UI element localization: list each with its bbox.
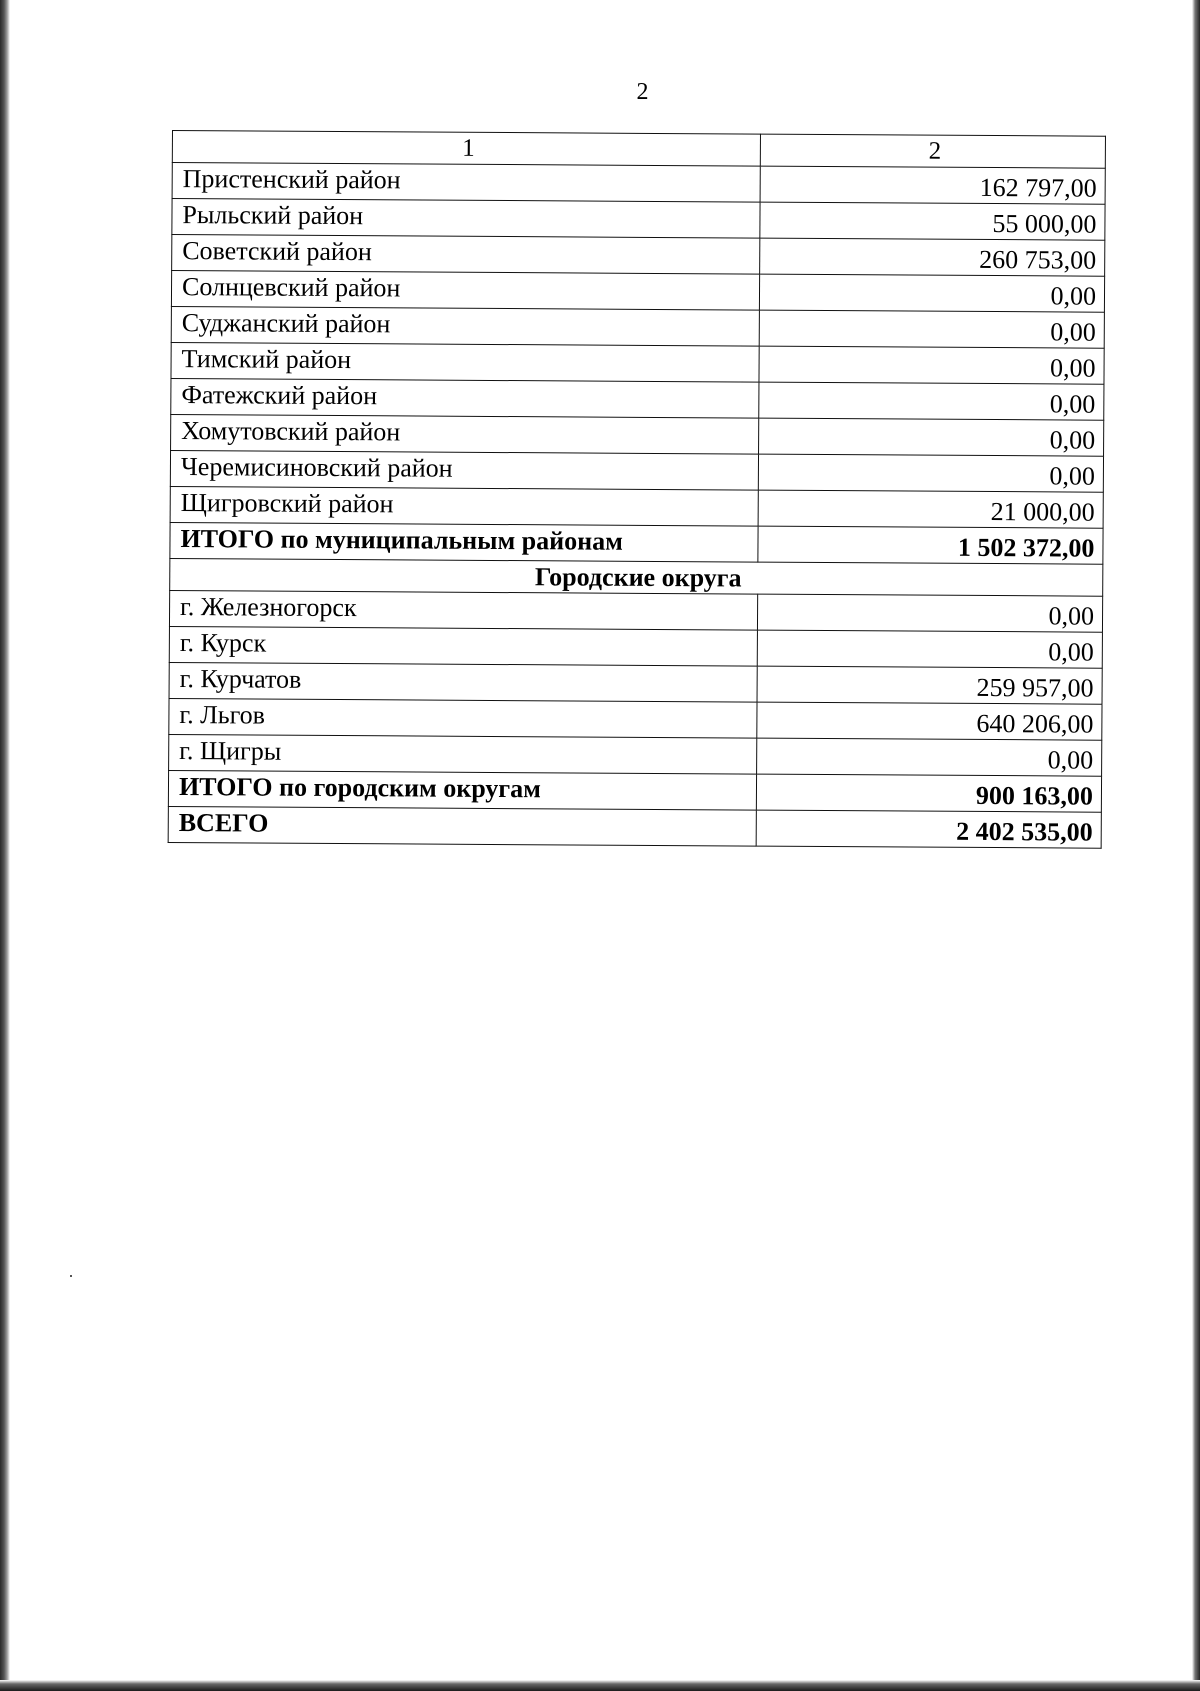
allocation-table-container: [168, 130, 1105, 849]
column-header: 2: [760, 134, 1105, 168]
amount-value: 162 797,00: [760, 166, 1105, 204]
district-name: Тимский район: [171, 342, 759, 382]
city-name: г. Льгов: [169, 698, 757, 738]
table-row: [172, 199, 1105, 241]
amount-value: 21 000,00: [758, 490, 1103, 528]
table-row: [171, 342, 1104, 384]
table-row: [169, 590, 1102, 632]
table-row: [170, 450, 1103, 492]
amount-value: 0,00: [759, 382, 1104, 420]
district-name: Советский район: [172, 235, 760, 275]
city-total-row: [168, 770, 1101, 812]
table-row: [170, 486, 1103, 528]
table-row: [169, 626, 1102, 668]
city-name: г. Щигры: [169, 734, 757, 774]
amount-value: 259 957,00: [757, 666, 1102, 704]
total-label: ИТОГО по городским округам: [168, 770, 756, 810]
amount-value: 640 206,00: [757, 702, 1102, 740]
district-name: Хомутовский район: [171, 414, 759, 454]
grand-total-row: [168, 806, 1101, 848]
amount-value: 0,00: [757, 738, 1102, 776]
table-row: [169, 662, 1102, 704]
amount-value: 0,00: [759, 310, 1104, 348]
amount-value: 0,00: [757, 594, 1102, 632]
city-name: г. Курчатов: [169, 662, 757, 702]
column-header: 1: [172, 131, 760, 167]
scan-edge-right: [1192, 0, 1200, 1691]
table-row: [169, 698, 1102, 740]
table-row: [171, 271, 1104, 313]
amount-value: 0,00: [757, 630, 1102, 668]
amount-value: 0,00: [759, 274, 1104, 312]
table-row: [171, 414, 1104, 456]
district-name: Суджанский район: [171, 306, 759, 346]
scan-speck: [70, 1275, 72, 1277]
district-name: Черемисиновский район: [170, 450, 758, 490]
amount-value: 55 000,00: [760, 202, 1105, 240]
city-name: г. Курск: [169, 626, 757, 666]
city-name: г. Железногорск: [169, 590, 757, 630]
district-name: Рыльский район: [172, 199, 760, 239]
district-total-row: [170, 522, 1103, 564]
amount-value: 0,00: [759, 418, 1104, 456]
table-row: [169, 734, 1102, 776]
district-name: Фатежский район: [171, 378, 759, 418]
grand-total-value: 2 402 535,00: [756, 810, 1101, 848]
amount-value: 0,00: [758, 454, 1103, 492]
district-name: Щигровский район: [170, 486, 758, 526]
grand-total-label: ВСЕГО: [168, 806, 756, 846]
section-title: Городские округа: [170, 558, 1103, 596]
amount-value: 0,00: [759, 346, 1104, 384]
table-row: [172, 163, 1105, 205]
amount-value: 260 753,00: [760, 238, 1105, 276]
page-number: 2: [636, 79, 649, 105]
total-value: 900 163,00: [756, 774, 1101, 812]
total-label: ИТОГО по муниципальным районам: [170, 522, 758, 562]
scan-edge-bottom: [0, 1680, 1200, 1691]
table-row: [171, 378, 1104, 420]
district-name: Пристенский район: [172, 163, 760, 203]
table-row: [172, 235, 1105, 277]
district-name: Солнцевский район: [171, 271, 759, 311]
table-row: [171, 306, 1104, 348]
allocation-table: [168, 130, 1106, 849]
scan-edge-left: [0, 0, 10, 1691]
total-value: 1 502 372,00: [758, 526, 1103, 564]
